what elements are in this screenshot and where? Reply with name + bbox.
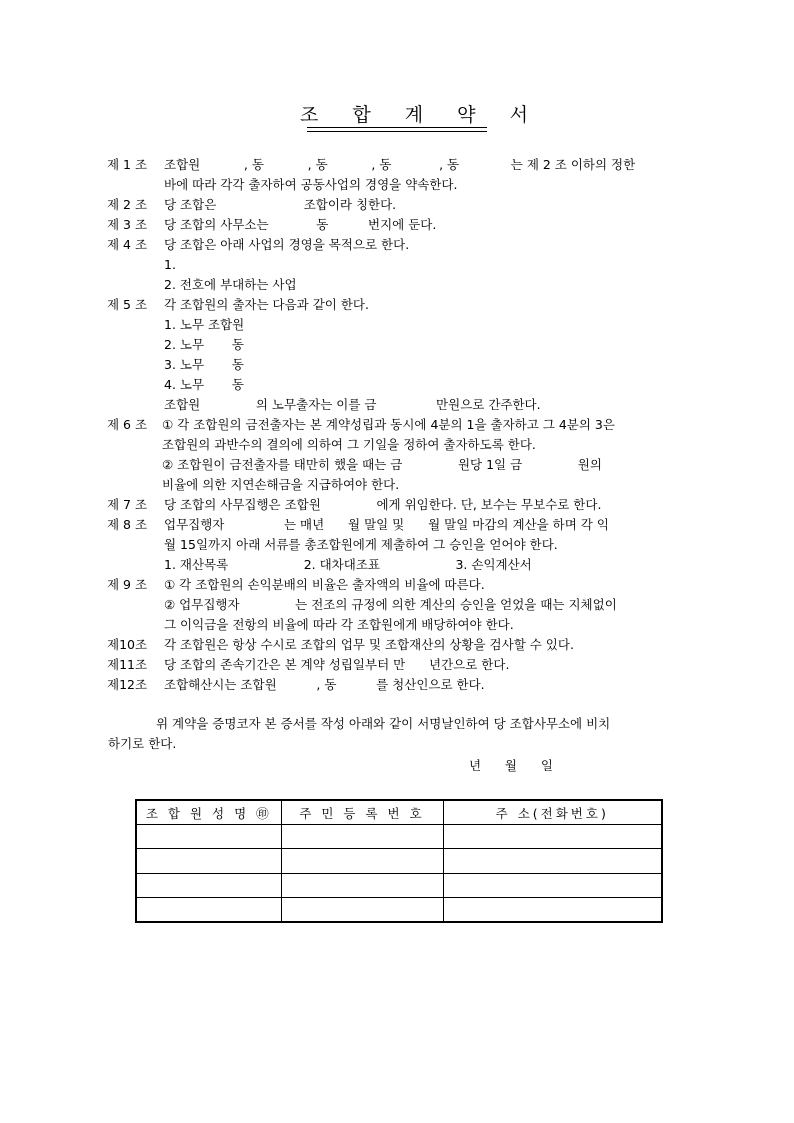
article-text: 1. 재산목록 2. 대차대조표 3. 손익계산서: [164, 557, 532, 572]
article-number: 제 2 조: [107, 197, 148, 212]
article-text: ② 업무집행자 는 전조의 규정에 의한 계산의 승인을 얻었을 때는 지체없이: [164, 597, 617, 612]
article-text: 2. 전호에 부대하는 사업: [164, 277, 297, 292]
article-number: 제 7 조: [107, 497, 148, 512]
header-resident-number: 주 민 등 록 번 호: [281, 800, 443, 825]
title-underline-bottom: [307, 131, 487, 132]
resident-number-cell[interactable]: [281, 873, 443, 897]
table-row: [136, 873, 662, 897]
closing-line-1: 위 계약을 증명코자 본 증서를 작성 아래와 같이 서명날인하여 당 조합사무소에 비치: [156, 716, 611, 731]
closing-line-2: 하기로 한다.: [108, 736, 177, 751]
article-text: 3. 노무 동: [164, 357, 244, 372]
article-number: 제 8 조: [107, 517, 148, 532]
member-table-header: [136, 800, 662, 825]
address-cell[interactable]: [443, 897, 662, 922]
article-text: 그 이익금을 전항의 비율에 따라 각 조합원에게 배당하여야 한다.: [164, 617, 514, 632]
member-name-cell[interactable]: [136, 873, 281, 897]
article-text: 각 조합원은 항상 수시로 조합의 업무 및 조합재산의 상황을 검사할 수 있다.: [164, 637, 574, 652]
page-title: 조 합 계 약 서: [300, 104, 542, 126]
address-cell[interactable]: [443, 873, 662, 897]
article-text: 4. 노무 동: [164, 377, 244, 392]
article-number: 제10조: [107, 637, 148, 652]
resident-number-cell[interactable]: [281, 849, 443, 873]
table-row: [136, 825, 662, 849]
article-text: 조합원의 과반수의 결의에 의하여 그 기일을 정하여 출자하도록 한다.: [162, 437, 536, 452]
article-text: 업무집행자 는 매년 월 말일 및 월 말일 마감의 계산을 하며 각 익: [164, 517, 609, 532]
article-text: ② 조합원이 금전출자를 태만히 했을 때는 금 원당 1일 금 원의: [162, 457, 602, 472]
article-number: 제 6 조: [107, 417, 148, 432]
article-number: 제 4 조: [107, 237, 148, 252]
article-text: 비율에 의한 지연손해금을 지급하여야 한다.: [162, 477, 400, 492]
header-member-name: 조 합 원 성 명 ㊞: [136, 800, 281, 825]
article-text: 조합해산시는 조합원 , 동 를 청산인으로 한다.: [164, 677, 485, 692]
member-name-cell[interactable]: [136, 849, 281, 873]
article-number: 제 1 조: [107, 157, 148, 172]
article-text: 1.: [164, 257, 176, 272]
member-table: [135, 799, 663, 923]
article-text: 당 조합은 아래 사업의 경영을 목적으로 한다.: [164, 237, 410, 252]
article-text: 2. 노무 동: [164, 337, 244, 352]
address-cell[interactable]: [443, 849, 662, 873]
article-text: 조합원 , 동 , 동 , 동 , 동 는 제 2 조 이하의 정한: [164, 157, 636, 172]
article-number: 제 9 조: [107, 577, 148, 592]
article-text: ① 각 조합원의 손익분배의 비율은 출자액의 비율에 따른다.: [164, 577, 485, 592]
article-text: 바에 따라 각각 출자하여 공동사업의 경영을 약속한다.: [164, 177, 458, 192]
title-underline-top: [307, 127, 487, 128]
article-number: 제 3 조: [107, 217, 148, 232]
member-name-cell[interactable]: [136, 825, 281, 849]
header-address: 주 소(전화번호): [443, 800, 662, 825]
article-text: 조합원 의 노무출자는 이를 금 만원으로 간주한다.: [164, 397, 541, 412]
article-text: ① 각 조합원의 금전출자는 본 계약성립과 동시에 4분의 1을 출자하고 그 4분의 3은: [162, 417, 615, 432]
article-text: 1. 노무 조합원: [164, 317, 245, 332]
member-name-cell[interactable]: [136, 897, 281, 922]
article-text: 월 15일까지 아래 서류를 총조합원에게 제출하여 그 승인을 얻어야 한다.: [164, 537, 558, 552]
article-text: 당 조합은 조합이라 칭한다.: [164, 197, 397, 212]
article-text: 각 조합원의 출자는 다음과 같이 한다.: [164, 297, 369, 312]
resident-number-cell[interactable]: [281, 825, 443, 849]
article-text: 당 조합의 존속기간은 본 계약 성립일부터 만 년간으로 한다.: [164, 657, 510, 672]
article-text: 당 조합의 사무소는 동 번지에 둔다.: [164, 217, 437, 232]
article-number: 제11조: [107, 657, 148, 672]
table-row: [136, 849, 662, 873]
date-line: 년 월 일: [469, 758, 553, 773]
address-cell[interactable]: [443, 825, 662, 849]
table-row: [136, 897, 662, 922]
article-text: 당 조합의 사무집행은 조합원 에게 위임한다. 단, 보수는 무보수로 한다.: [164, 497, 602, 512]
article-number: 제12조: [107, 677, 148, 692]
resident-number-cell[interactable]: [281, 897, 443, 922]
article-number: 제 5 조: [107, 297, 148, 312]
